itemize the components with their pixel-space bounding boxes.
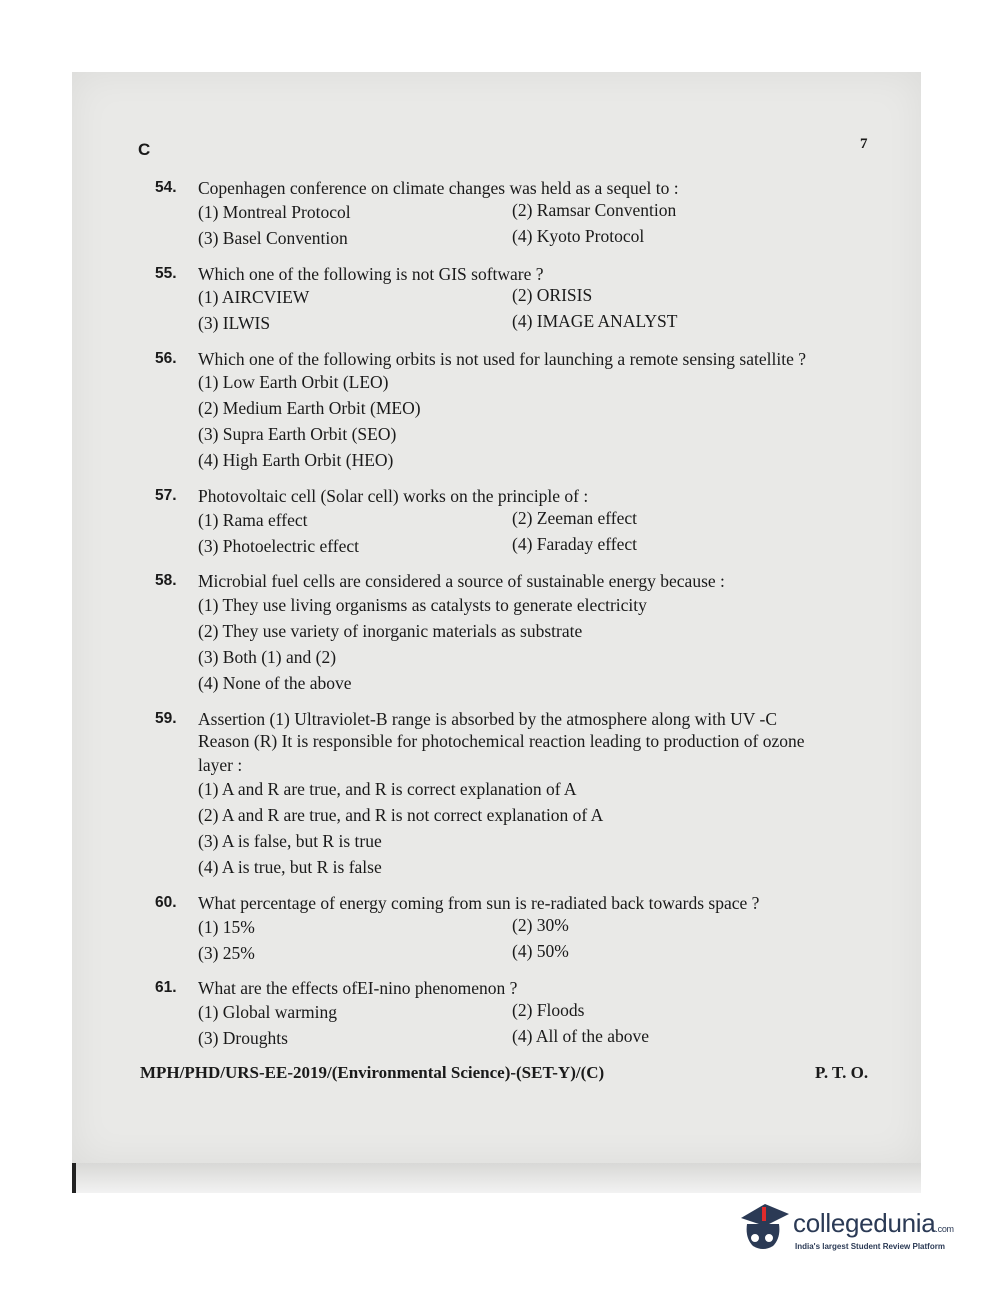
question-number: 60. — [155, 894, 177, 911]
logo-tagline: India's largest Student Review Platform — [795, 1242, 945, 1251]
collegedunia-logo[interactable] — [735, 1198, 965, 1260]
paper-code: MPH/PHD/URS-EE-2019/(Environmental Science)-(SET-Y)/(C) — [140, 1063, 605, 1082]
option: (3) Photoelectric effect — [198, 536, 359, 556]
option: (3) Droughts — [198, 1028, 288, 1048]
question-text: Which one of the following orbits is not used for launching a remote sensing satellite ? — [198, 349, 806, 369]
question-number: 55. — [155, 265, 177, 282]
question-text: What are the effects ofEI-nino phenomenon ? — [198, 978, 518, 998]
option: (1) Montreal Protocol — [198, 202, 351, 222]
option: (4) 50% — [512, 941, 569, 961]
question-text-assertion: Assertion (1) Ultraviolet-B range is absorbed by the atmosphere along with UV -C — [198, 709, 777, 729]
option: (1) Global warming — [198, 1002, 337, 1022]
option: (1) AIRCVIEW — [198, 287, 310, 307]
scan-bottom-edge — [76, 1163, 921, 1193]
question-text: Photovoltaic cell (Solar cell) works on the principle of : — [198, 486, 589, 506]
option: (2) Medium Earth Orbit (MEO) — [198, 398, 421, 418]
option: (1) Low Earth Orbit (LEO) — [198, 372, 389, 392]
question-number: 61. — [155, 979, 177, 996]
option: (4) High Earth Orbit (HEO) — [198, 450, 394, 470]
question-text: What percentage of energy coming from sun is re-radiated back towards space ? — [198, 893, 760, 913]
question-text: Copenhagen conference on climate changes was held as a sequel to : — [198, 178, 679, 198]
option: (4) Kyoto Protocol — [512, 226, 645, 246]
option: (1) Rama effect — [198, 510, 308, 530]
question-text-reason: Reason (R) It is responsible for photochemical reaction leading to production of ozone — [198, 731, 805, 751]
pto-note: P. T. O. — [815, 1063, 869, 1082]
option: (2) ORISIS — [512, 285, 593, 305]
option: (2) They use variety of inorganic materials as substrate — [198, 621, 583, 641]
logo-wordmark: collegedunia.com — [793, 1208, 954, 1238]
option: (4) None of the above — [198, 673, 352, 693]
option: (3) ILWIS — [198, 313, 271, 333]
option: (2) Zeeman effect — [512, 508, 638, 528]
option: (2) Ramsar Convention — [512, 200, 677, 220]
set-letter: C — [138, 140, 151, 159]
option: (2) A and R are true, and R is not correct explanation of A — [198, 805, 604, 825]
option: (1) A and R are true, and R is correct explanation of A — [198, 779, 577, 799]
option: (4) IMAGE ANALYST — [512, 311, 678, 331]
option: (4) A is true, but R is false — [198, 857, 382, 877]
page-number: 7 — [860, 136, 868, 152]
option: (4) All of the above — [512, 1026, 650, 1046]
graduate-mascot-icon — [735, 1198, 791, 1256]
option: (3) 25% — [198, 943, 255, 963]
question-text: Which one of the following is not GIS software ? — [198, 264, 544, 284]
option: (2) Floods — [512, 1000, 585, 1020]
option: (1) They use living organisms as catalysts to generate electricity — [198, 595, 647, 615]
question-number: 58. — [155, 572, 177, 589]
question-number: 59. — [155, 710, 177, 727]
question-number: 54. — [155, 179, 177, 196]
question-number: 57. — [155, 487, 177, 504]
question-text-continued: layer : — [198, 755, 243, 775]
option: (3) Supra Earth Orbit (SEO) — [198, 424, 397, 444]
option: (3) A is false, but R is true — [198, 831, 382, 851]
option: (3) Basel Convention — [198, 228, 348, 248]
option: (2) 30% — [512, 915, 569, 935]
option: (3) Both (1) and (2) — [198, 647, 337, 667]
question-number: 56. — [155, 350, 177, 367]
question-text: Microbial fuel cells are considered a source of sustainable energy because : — [198, 571, 725, 591]
option: (4) Faraday effect — [512, 534, 638, 554]
option: (1) 15% — [198, 917, 255, 937]
